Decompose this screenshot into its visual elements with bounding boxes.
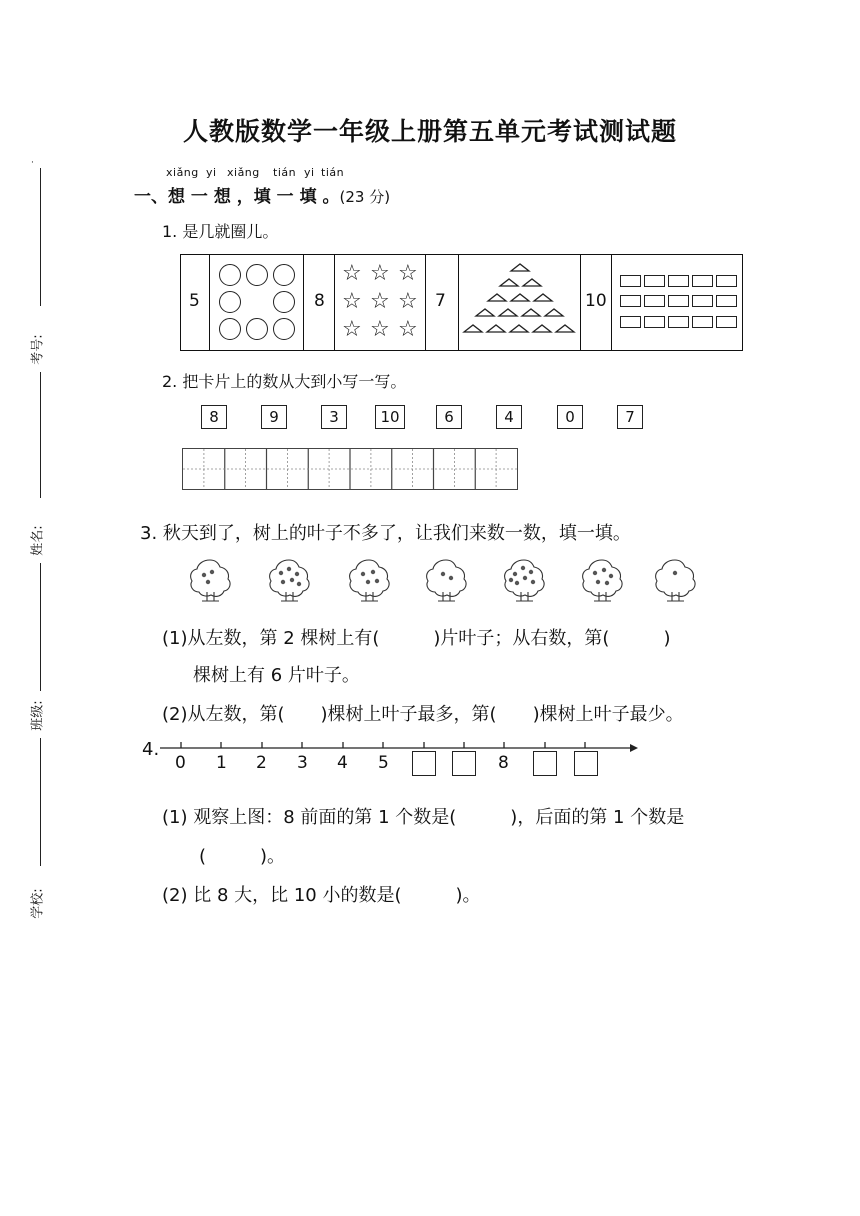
group-number: 8 [314, 291, 325, 311]
number-line [160, 740, 638, 758]
rectangle-icon [692, 316, 713, 328]
blank-box[interactable] [452, 751, 476, 776]
rectangle-icon [716, 316, 737, 328]
tree-icon [424, 556, 468, 604]
count-figure-table [180, 254, 743, 351]
rectangle-icon [716, 295, 737, 307]
group-number: 7 [435, 291, 446, 311]
tree-icon [188, 556, 232, 604]
star-icon: ☆ [342, 289, 362, 314]
section-heading: 一、想 一 想 ，填 一 填 。(23 分) [134, 187, 391, 207]
q1-prompt: 1. 是几就圈儿。 [162, 222, 279, 241]
rectangle-icon [620, 275, 641, 287]
tree-icon [267, 556, 311, 604]
blank-box[interactable] [533, 751, 557, 776]
star-icon: ☆ [398, 317, 418, 342]
number-card: 6 [436, 405, 462, 429]
class-label: 班级: [30, 700, 46, 731]
circle-icon [219, 264, 241, 286]
rectangle-icon [716, 275, 737, 287]
number-card: 7 [617, 405, 643, 429]
rectangle-icon [668, 316, 689, 328]
rectangle-icon [644, 295, 665, 307]
circle-icon [273, 264, 295, 286]
number-card: 10 [375, 405, 405, 429]
page-title: 人教版数学一年级上册第五单元考试测试题 [182, 117, 677, 146]
blank-box[interactable] [574, 751, 598, 776]
rectangle-icon [668, 275, 689, 287]
school-label: 学校: [30, 888, 46, 919]
star-icon: ☆ [398, 289, 418, 314]
margin-mark: · [31, 158, 34, 168]
section-score: (23 分) [339, 188, 391, 206]
name-label: 姓名: [30, 525, 46, 556]
triangle-group[interactable] [425, 255, 581, 350]
circle-icon [246, 264, 268, 286]
q3-sub1-line2: 棵树上有 6 片叶子。 [193, 665, 360, 686]
circle-icon [246, 318, 268, 340]
rectangle-icon [620, 316, 641, 328]
margin-line [40, 372, 41, 498]
rectangle-group[interactable] [580, 255, 743, 350]
circle-icon [273, 318, 295, 340]
exam-number-label: 考号: [30, 334, 46, 365]
answer-writing-grid[interactable] [182, 448, 518, 490]
q2-prompt: 2. 把卡片上的数从大到小写一写。 [162, 372, 407, 391]
number-card: 9 [261, 405, 287, 429]
rectangle-icon [692, 275, 713, 287]
triangle-icons [459, 255, 581, 350]
star-icon: ☆ [370, 261, 390, 286]
star-icon: ☆ [342, 317, 362, 342]
star-icon: ☆ [370, 289, 390, 314]
circle-icon [273, 291, 295, 313]
circle-group[interactable] [209, 255, 304, 350]
group-number: 10 [585, 291, 607, 311]
margin-line [40, 563, 41, 691]
blank-box[interactable] [412, 751, 436, 776]
tree-icon [580, 556, 624, 604]
circle-icon [219, 318, 241, 340]
star-icon: ☆ [370, 317, 390, 342]
rectangle-icon [668, 295, 689, 307]
q4-label: 4. [142, 739, 160, 760]
tree-icon [653, 556, 697, 604]
rectangle-icon [644, 316, 665, 328]
margin-line [40, 738, 41, 866]
group-number: 5 [189, 291, 200, 311]
circle-icon [219, 291, 241, 313]
q3-prompt: 3. 秋天到了，树上的叶子不多了，让我们来数一数，填一填。 [140, 523, 631, 544]
star-icon: ☆ [342, 261, 362, 286]
number-card: 3 [321, 405, 347, 429]
number-card: 0 [557, 405, 583, 429]
margin-line [40, 168, 41, 306]
q4-sub2[interactable]: (2) 比 8 大，比 10 小的数是( )。 [162, 885, 481, 906]
star-icon: ☆ [398, 261, 418, 286]
number-card: 8 [201, 405, 227, 429]
q4-sub1-line1[interactable]: (1) 观察上图：8 前面的第 1 个数是( )，后面的第 1 个数是 [162, 807, 685, 828]
q3-sub2[interactable]: (2)从左数，第( )棵树上叶子最多，第( )棵树上叶子最少。 [162, 704, 684, 725]
rectangle-icon [644, 275, 665, 287]
tree-icon [502, 556, 546, 604]
tree-icon [347, 556, 391, 604]
q3-sub1-line1[interactable]: (1)从左数，第 2 棵树上有( )片叶子；从右数，第( ) [162, 628, 671, 649]
rectangle-icon [620, 295, 641, 307]
q4-sub1-line2[interactable]: ( )。 [199, 846, 286, 867]
rectangle-icon [692, 295, 713, 307]
number-card: 4 [496, 405, 522, 429]
